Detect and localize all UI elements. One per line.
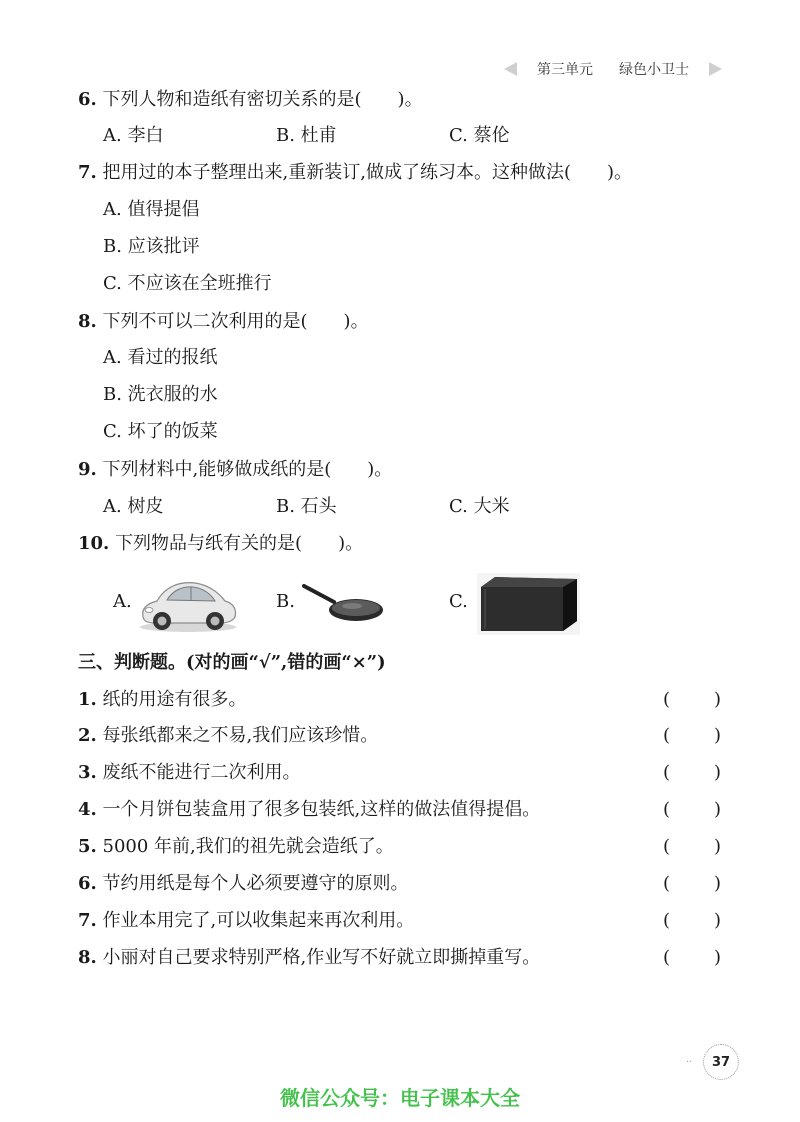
answer-blank[interactable]: ( ) [663,725,721,746]
judgement-item-6: 6. 节约用纸是每个人必须要遵守的原则。 [78,873,409,894]
option-c: C. [449,591,468,612]
watermark: 微信公众号：电子课本大全 [280,1086,520,1110]
frying-pan-icon [300,582,386,628]
answer-blank[interactable]: ( ) [663,947,721,968]
judgement-item-7: 7. 作业本用完了,可以收集起来再次利用。 [78,910,415,931]
option-b: B. 杜甫 [276,125,337,146]
question-text: 下列材料中,能够做成纸的是( )。 [102,459,393,480]
option-b: B. 石头 [276,496,337,517]
answer-blank[interactable]: ( ) [663,910,721,931]
unit-label: 第三单元 [537,62,593,78]
book-icon [477,573,580,639]
option-a: A. 值得提倡 [103,199,200,220]
question-10: 10. 下列物品与纸有关的是( )。 [78,533,364,554]
answer-blank[interactable]: ( ) [663,836,721,857]
option-c: C. 不应该在全班推行 [103,273,272,294]
option-c: C. 坏了的饭菜 [103,421,218,442]
judgement-item-4: 4. 一个月饼包装盒用了很多包装纸,这样的做法值得提倡。 [78,799,541,820]
judgement-item-5: 5. 5000 年前,我们的祖先就会造纸了。 [78,836,394,857]
answer-blank[interactable]: ( ) [663,762,721,783]
unit-title: 绿色小卫士 [619,62,689,78]
question-text: 下列人物和造纸有密切关系的是( )。 [102,89,423,110]
question-text: 下列不可以二次利用的是( )。 [102,311,369,332]
question-7: 7. 把用过的本子整理出来,重新装订,做成了练习本。这种做法( )。 [78,162,633,183]
answer-blank[interactable]: ( ) [663,799,721,820]
option-c: C. 大米 [449,496,510,517]
question-text: 把用过的本子整理出来,重新装订,做成了练习本。这种做法( )。 [102,162,633,183]
option-c: C. 蔡伦 [449,125,510,146]
option-a: A. 树皮 [103,496,164,517]
question-6: 6. 下列人物和造纸有密切关系的是( )。 [78,89,423,110]
page-number: 37 [703,1044,739,1080]
question-text: 下列物品与纸有关的是( )。 [115,533,364,554]
triangle-left-icon [504,62,517,76]
option-a: A. 看过的报纸 [103,347,218,368]
option-a: A. 李白 [103,125,164,146]
option-b: B. [276,591,295,612]
option-b: B. 洗衣服的水 [103,384,218,405]
question-8: 8. 下列不可以二次利用的是( )。 [78,311,369,332]
judgement-item-1: 1. 纸的用途有很多。 [78,689,247,710]
car-icon [137,577,239,637]
decorative-dots: ·· [686,1057,693,1068]
option-a: A. [113,591,132,612]
answer-blank[interactable]: ( ) [663,689,721,710]
triangle-right-icon [709,62,722,76]
judgement-item-3: 3. 废纸不能进行二次利用。 [78,762,301,783]
judgement-item-8: 8. 小丽对自己要求特别严格,作业写不好就立即撕掉重写。 [78,947,541,968]
option-b: B. 应该批评 [103,236,200,257]
page-header [504,58,722,80]
question-9: 9. 下列材料中,能够做成纸的是( )。 [78,459,393,480]
answer-blank[interactable]: ( ) [663,873,721,894]
section-title: 三、判断题。(对的画“√”,错的画“×”) [78,652,386,673]
judgement-item-2: 2. 每张纸都来之不易,我们应该珍惜。 [78,725,379,746]
